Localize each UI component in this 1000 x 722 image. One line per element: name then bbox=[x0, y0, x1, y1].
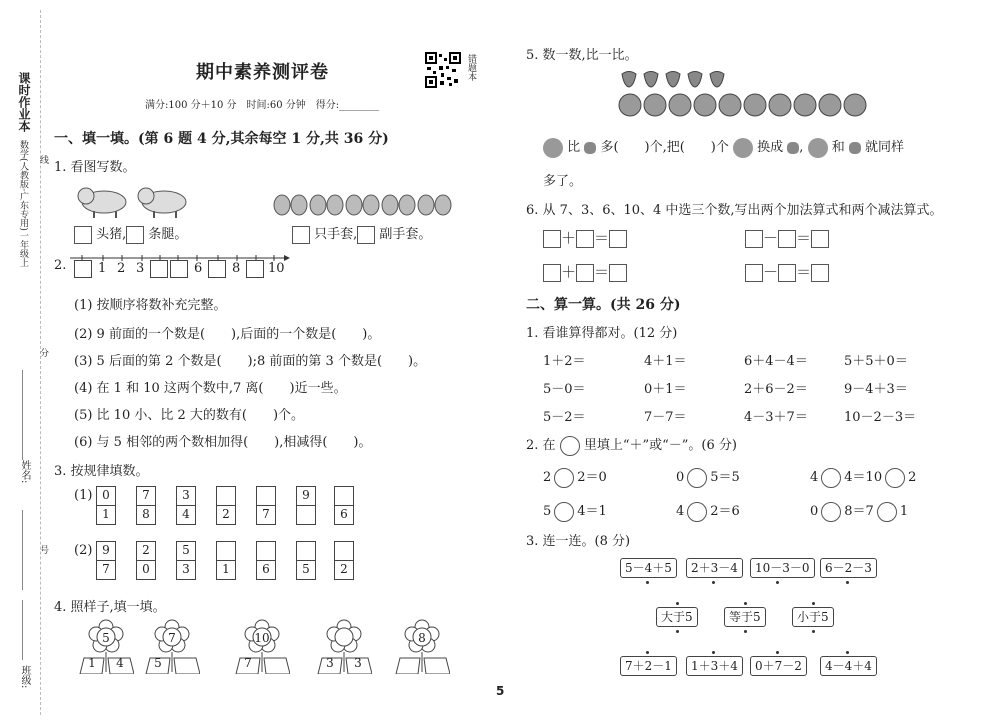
answer-box[interactable] bbox=[576, 264, 594, 282]
apple-row bbox=[618, 90, 878, 124]
binding-line bbox=[40, 10, 41, 715]
match-expression[interactable]: 2＋3－4 bbox=[686, 558, 743, 578]
pattern-cell: 5 bbox=[296, 560, 316, 580]
calc-expression[interactable]: 1＋2＝ bbox=[543, 354, 586, 369]
calc-expression[interactable]: 9－4＋3＝ bbox=[844, 382, 908, 397]
number-line-box[interactable] bbox=[246, 260, 264, 278]
number-line-label: 8 bbox=[232, 261, 241, 276]
operator-circle[interactable] bbox=[554, 502, 574, 522]
answer-circle-icon bbox=[560, 436, 580, 456]
answer-box[interactable] bbox=[778, 230, 796, 248]
score-label: 分 bbox=[38, 348, 48, 357]
answer-box[interactable] bbox=[543, 264, 561, 282]
pattern-cell: 8 bbox=[136, 505, 156, 525]
calc-expression[interactable]: 2＋6－2＝ bbox=[744, 382, 808, 397]
section-1-title: 一、填一填。(第 6 题 4 分,其余每空 1 分,共 36 分) bbox=[54, 131, 389, 147]
q2-item: (3) 5 后面的第 2 个数是( );8 前面的第 3 个数是( )。 bbox=[74, 354, 427, 369]
seat-label: 号 bbox=[38, 545, 48, 554]
page-title: 期中素养测评卷 bbox=[196, 62, 329, 83]
flower-center-number: 7 bbox=[168, 631, 176, 645]
q2-item: (4) 在 1 和 10 这两个数中,7 离( )近一些。 bbox=[74, 381, 347, 396]
pattern-cell[interactable] bbox=[296, 541, 316, 561]
qr-code-icon[interactable] bbox=[425, 52, 461, 88]
calc-expression[interactable]: 4＋1＝ bbox=[644, 354, 687, 369]
cut-line-label: 线 bbox=[38, 155, 48, 164]
name-blank[interactable] bbox=[22, 370, 23, 460]
exam-meta: 满分:100 分＋10 分 时间:60 分钟 得分:________ bbox=[145, 100, 380, 111]
flower-leaf-number: 3 bbox=[326, 656, 334, 670]
pattern-cell: 6 bbox=[256, 560, 276, 580]
match-dot[interactable] bbox=[676, 630, 679, 633]
calc-expression[interactable]: 0＋1＝ bbox=[644, 382, 687, 397]
match-target[interactable]: 大于5 bbox=[656, 607, 698, 627]
answer-box[interactable] bbox=[126, 226, 144, 244]
answer-box[interactable] bbox=[778, 264, 796, 282]
q6-add-1: ＋ ＝ bbox=[543, 227, 627, 248]
flower-center-number: 10 bbox=[254, 631, 270, 645]
match-dot[interactable] bbox=[846, 581, 849, 584]
strawberry-icon bbox=[849, 142, 861, 154]
answer-box[interactable] bbox=[811, 230, 829, 248]
q4-title: 4. 照样子,填一填。 bbox=[54, 600, 166, 615]
q2-item: (1) 按顺序将数补充完整。 bbox=[74, 298, 227, 313]
q2-item: (2) 9 前面的一个数是( ),后面的一个数是( )。 bbox=[74, 327, 381, 342]
apple-icon bbox=[808, 138, 828, 158]
match-dot[interactable] bbox=[776, 651, 779, 654]
pattern-cell: 7 bbox=[136, 486, 156, 506]
pattern-cell[interactable] bbox=[296, 505, 316, 525]
flower-leaf-number: 1 bbox=[88, 656, 96, 670]
pattern-cell: 2 bbox=[136, 541, 156, 561]
pattern-cell: 9 bbox=[96, 541, 116, 561]
pattern-cell: 2 bbox=[334, 560, 354, 580]
flower-center-number: 5 bbox=[102, 631, 110, 645]
q5-sentence-end: 多了。 bbox=[543, 174, 583, 189]
number-line-label: 1 bbox=[98, 261, 107, 276]
match-expression[interactable]: 6－2－3 bbox=[820, 558, 877, 578]
operator-circle[interactable] bbox=[821, 468, 841, 488]
match-expression[interactable]: 10－3－0 bbox=[750, 558, 815, 578]
class-label: 班级: bbox=[19, 665, 30, 689]
q5-title: 5. 数一数,比一比。 bbox=[526, 48, 638, 63]
q1-pigs-answer: 头猪, 条腿。 bbox=[74, 223, 187, 244]
pattern-cell[interactable] bbox=[256, 486, 276, 506]
pattern-cell: 0 bbox=[136, 560, 156, 580]
pattern-cell[interactable] bbox=[256, 541, 276, 561]
name-label: 姓名: bbox=[19, 460, 30, 484]
calc-expression[interactable]: 4－3＋7＝ bbox=[744, 410, 808, 425]
pattern-cell: 7 bbox=[96, 560, 116, 580]
match-dot[interactable] bbox=[646, 581, 649, 584]
operator-circle[interactable] bbox=[821, 502, 841, 522]
answer-box[interactable] bbox=[609, 264, 627, 282]
number-line-label: 2 bbox=[117, 261, 126, 276]
match-expression[interactable]: 4－4＋4 bbox=[820, 656, 877, 676]
book-title: 课时作业本 bbox=[17, 72, 31, 132]
section-2-title: 二、算一算。(共 26 分) bbox=[526, 297, 681, 313]
c1-title: 1. 看谁算得都对。(12 分) bbox=[526, 326, 678, 341]
pattern-cell: 3 bbox=[176, 560, 196, 580]
glove-picture bbox=[272, 190, 452, 220]
strawberry-row bbox=[620, 70, 730, 92]
c2-title: 2. 在 里填上“＋”或“－”。(6 分) bbox=[526, 434, 737, 456]
q5-sentence: 比 多( )个,把( )个 换成 , 和 就同样 bbox=[543, 136, 904, 158]
q1-gloves-answer: 只手套, 副手套。 bbox=[292, 223, 431, 244]
pattern-cell[interactable] bbox=[334, 541, 354, 561]
match-dot[interactable] bbox=[712, 581, 715, 584]
pig-picture bbox=[74, 184, 194, 224]
apple-icon bbox=[733, 138, 753, 158]
class-blank[interactable] bbox=[22, 600, 23, 660]
pattern-cell[interactable] bbox=[334, 486, 354, 506]
pattern-cell: 5 bbox=[176, 541, 196, 561]
operator-circle[interactable] bbox=[885, 468, 905, 488]
answer-box[interactable] bbox=[745, 230, 763, 248]
match-expression[interactable]: 5－4＋5 bbox=[620, 558, 677, 578]
match-dot[interactable] bbox=[812, 602, 815, 605]
q3-row1-label: (1) bbox=[74, 488, 93, 503]
match-dot[interactable] bbox=[846, 651, 849, 654]
operator-circle[interactable] bbox=[877, 502, 897, 522]
flower-leaf-number: 3 bbox=[354, 656, 362, 670]
q6-sub-1: － ＝ bbox=[745, 227, 829, 248]
q6-title: 6. 从 7、3、6、10、4 中选三个数,写出两个加法算式和两个减法算式。 bbox=[526, 203, 943, 218]
seat-blank[interactable] bbox=[22, 510, 23, 590]
q1-title: 1. 看图写数。 bbox=[54, 160, 136, 175]
q6-sub-2: － ＝ bbox=[745, 261, 829, 282]
match-expression[interactable]: 0＋7－2 bbox=[750, 656, 807, 676]
operator-equation: 0 8＝7 1 bbox=[810, 500, 908, 522]
match-dot[interactable] bbox=[646, 651, 649, 654]
calc-expression[interactable]: 10－2－3＝ bbox=[844, 410, 917, 425]
match-expression[interactable]: 1＋3＋4 bbox=[686, 656, 743, 676]
q6-add-2: ＋ ＝ bbox=[543, 261, 627, 282]
strawberry-icon bbox=[787, 142, 799, 154]
answer-box[interactable] bbox=[357, 226, 375, 244]
q2-item: (5) 比 10 小、比 2 大的数有( )个。 bbox=[74, 408, 305, 423]
calc-expression[interactable]: 5－2＝ bbox=[543, 410, 586, 425]
match-target[interactable]: 小于5 bbox=[792, 607, 834, 627]
answer-box[interactable] bbox=[543, 230, 561, 248]
c3-title: 3. 连一连。(8 分) bbox=[526, 534, 631, 549]
number-line-box[interactable] bbox=[170, 260, 188, 278]
answer-box[interactable] bbox=[609, 230, 627, 248]
number-line-box[interactable] bbox=[208, 260, 226, 278]
page-number: 5 bbox=[496, 684, 505, 698]
calc-expression[interactable]: 7－7＝ bbox=[644, 410, 687, 425]
match-dot[interactable] bbox=[744, 630, 747, 633]
flower-leaf-number: 4 bbox=[116, 656, 124, 670]
pattern-cell: 2 bbox=[216, 505, 236, 525]
pattern-cell: 7 bbox=[256, 505, 276, 525]
qr-caption: 错题本 bbox=[466, 54, 476, 81]
apple-icon bbox=[543, 138, 563, 158]
answer-box[interactable] bbox=[292, 226, 310, 244]
match-target[interactable]: 等于5 bbox=[724, 607, 766, 627]
pattern-cell: 1 bbox=[96, 505, 116, 525]
match-dot[interactable] bbox=[712, 651, 715, 654]
match-dot[interactable] bbox=[744, 602, 747, 605]
match-dot[interactable] bbox=[676, 602, 679, 605]
match-dot[interactable] bbox=[776, 581, 779, 584]
pattern-cell: 0 bbox=[96, 486, 116, 506]
operator-circle[interactable] bbox=[554, 468, 574, 488]
number-line-label: 6 bbox=[194, 261, 203, 276]
strawberry-icon bbox=[584, 142, 596, 154]
number-line-box[interactable] bbox=[150, 260, 168, 278]
q3-title: 3. 按规律填数。 bbox=[54, 464, 149, 479]
number-line-label: 10 bbox=[268, 261, 285, 276]
calc-expression[interactable]: 5－0＝ bbox=[543, 382, 586, 397]
answer-box[interactable] bbox=[811, 264, 829, 282]
operator-circle[interactable] bbox=[687, 468, 707, 488]
answer-box[interactable] bbox=[74, 226, 92, 244]
pattern-cell: 4 bbox=[176, 505, 196, 525]
pattern-cell[interactable] bbox=[216, 541, 236, 561]
match-dot[interactable] bbox=[812, 630, 815, 633]
flower-center-number: 8 bbox=[418, 631, 426, 645]
flower-icon bbox=[394, 618, 450, 674]
number-line-label: 3 bbox=[136, 261, 145, 276]
answer-box[interactable] bbox=[745, 264, 763, 282]
book-subtitle: 数学(人教版·广东专用)一年级上 bbox=[18, 140, 28, 267]
pattern-cell: 1 bbox=[216, 560, 236, 580]
operator-equation: 0 5＝5 bbox=[676, 466, 740, 488]
pattern-cell: 3 bbox=[176, 486, 196, 506]
flower-leaf-number: 5 bbox=[154, 656, 162, 670]
calc-expression[interactable]: 5＋5＋0＝ bbox=[844, 354, 908, 369]
operator-equation: 5 4＝1 bbox=[543, 500, 607, 522]
match-expression[interactable]: 7＋2－1 bbox=[620, 656, 677, 676]
flower-leaf-number: 7 bbox=[244, 656, 252, 670]
pattern-cell[interactable] bbox=[216, 486, 236, 506]
operator-equation: 4 2＝6 bbox=[676, 500, 740, 522]
pattern-cell: 9 bbox=[296, 486, 316, 506]
q2-number: 2. bbox=[54, 258, 67, 273]
pattern-cell: 6 bbox=[334, 505, 354, 525]
number-line-box[interactable] bbox=[74, 260, 92, 278]
operator-equation: 4 4＝10 2 bbox=[810, 466, 916, 488]
q3-row2-label: (2) bbox=[74, 543, 93, 558]
operator-equation: 2 2＝0 bbox=[543, 466, 607, 488]
q2-item: (6) 与 5 相邻的两个数相加得( ),相减得( )。 bbox=[74, 435, 372, 450]
answer-box[interactable] bbox=[576, 230, 594, 248]
calc-expression[interactable]: 6＋4－4＝ bbox=[744, 354, 808, 369]
operator-circle[interactable] bbox=[687, 502, 707, 522]
